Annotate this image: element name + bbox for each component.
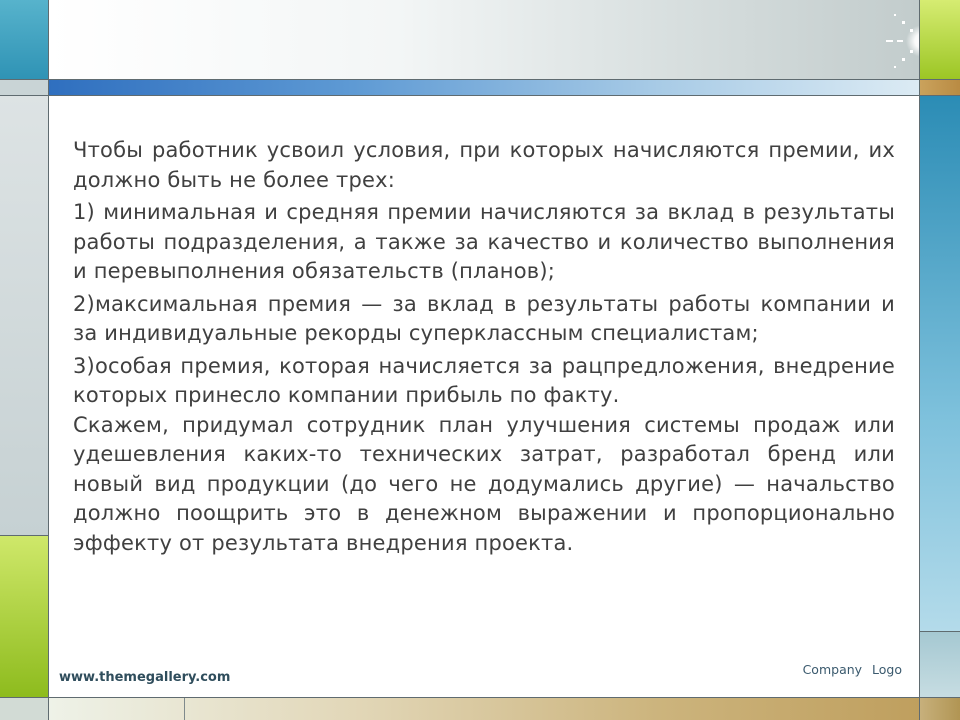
- frame-line: [0, 535, 48, 536]
- frame-stripe-right: [920, 80, 960, 95]
- paragraph-item-2: 2)максимальная премия — за вклад в результаты работы компании и за индивидуальные рекорды суперклассным специалистам;: [73, 291, 895, 345]
- paragraph-item-3: 3)особая премия, которая начисляется за рацпредложения, внедрение которых принесло компании прибыль по факту.: [73, 353, 895, 407]
- paragraph-example: Скажем, придумал сотрудник план улучшения системы продаж или удешевления каких-то технических затрат, разработал бренд или новый вид продукции (до чего не додумались другие) — начальство должно поощрить это в денежном выражении и пропорционально эффекту от результата внедрения проекта.: [73, 412, 895, 555]
- footer-website: www.themegallery.com: [59, 670, 231, 685]
- frame-bottom-band: [48, 698, 920, 720]
- frame-line: [0, 79, 960, 80]
- frame-top-left-block: [0, 0, 48, 79]
- frame-left-green-block: [0, 536, 48, 698]
- slide-body-text: [73, 136, 895, 561]
- paragraph-intro: Чтобы работник усвоил условия, при которых начисляются премии, их должно быть не более трех:: [73, 138, 895, 192]
- frame-line: [0, 697, 960, 698]
- frame-left-bottom-block: [0, 698, 48, 720]
- frame-line: [920, 631, 960, 632]
- frame-divider: [184, 698, 185, 720]
- frame-left-column: [0, 95, 48, 536]
- frame-right-bottom-block: [920, 632, 960, 698]
- frame-right-column: [920, 95, 960, 632]
- slide-content-panel: [49, 96, 919, 697]
- frame-stripe-blue: [48, 80, 920, 95]
- frame-right-corner-block: [920, 698, 960, 720]
- frame-top-band: [48, 0, 920, 79]
- frame-stripe-left: [0, 80, 48, 95]
- frame-line: [919, 0, 920, 720]
- frame-top-right-block: [920, 0, 960, 79]
- paragraph-item-1: 1) минимальная и средняя премии начисляются за вклад в результаты работы подразделения, а также за качество и количество выполнения и перевыполнения обязательств (планов);: [73, 200, 895, 283]
- company-logo-placeholder: Company Logo: [802, 662, 902, 677]
